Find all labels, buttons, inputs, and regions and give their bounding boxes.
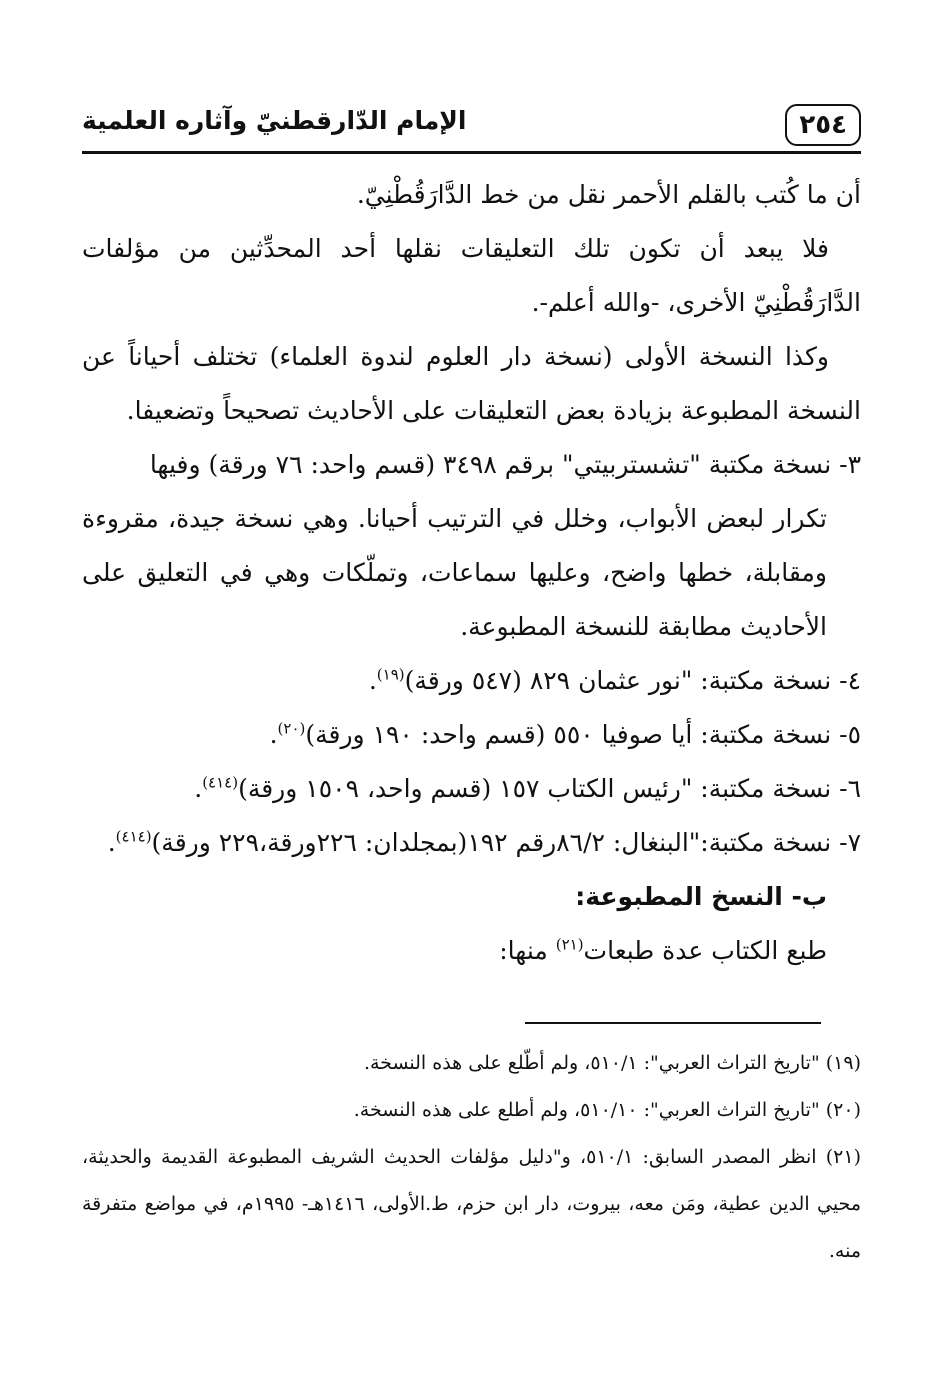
list-item-7-text: ٧- نسخة مكتبة:"البنغال: ٨٦/٢رقم ١٩٢(بمجلدان: ٢٢٦ورقة،٢٢٩ ورقة) bbox=[151, 828, 861, 857]
page-header bbox=[82, 98, 861, 150]
list-item-6: ٦- نسخة مكتبة: "رئيس الكتاب ١٥٧ (قسم واحد، ١٥٠٩ ورقة)$^{(٤١٤)}$. bbox=[194, 773, 861, 803]
intro-text: طبع الكتاب عدة طبعات bbox=[583, 936, 827, 965]
footnote-19: (١٩) "تاريخ التراث العربي": ٥١٠/١، ولم أطّلع على هذه النسخة. bbox=[363, 1052, 861, 1074]
paragraph: أن ما كُتب بالقلم الأحمر نقل من خط الدَّارَقُطْنِيّ. bbox=[356, 180, 861, 209]
running-title: الإمام الدّارقطنيّ وآثاره العلمية bbox=[82, 106, 467, 135]
main-text bbox=[82, 168, 861, 978]
footnote-reference: (٢٠) bbox=[277, 719, 306, 738]
footnote-reference: (١٩) bbox=[376, 665, 405, 684]
paragraph: وكذا النسخة الأولى (نسخة دار العلوم لندوة العلماء) تختلف أحياناً عن النسخة المطبوعة بزيادة بعض التعليقات على الأحاديث تصحيحاً وتضعيفا. bbox=[82, 342, 861, 425]
list-item-5-text: ٥- نسخة مكتبة: أيا صوفيا ٥٥٠ (قسم واحد: ١٩٠ ورقة) bbox=[305, 720, 861, 749]
footnote-rule bbox=[525, 1022, 821, 1024]
page-number: ٢٥٤ bbox=[785, 104, 861, 146]
footnote-reference: (٢١) bbox=[555, 935, 584, 954]
section-subheading: ب- النسخ المطبوعة: bbox=[575, 882, 827, 911]
footnote-20: (٢٠) "تاريخ التراث العربي": ٥١٠/١٠، ولم أطلع على هذه النسخة. bbox=[353, 1099, 861, 1121]
list-item-3: ٣- نسخة مكتبة "تشستربيتي" برقم ٣٤٩٨ (قسم واحد: ٧٦ ورقة) وفيها bbox=[149, 450, 861, 479]
header-rule bbox=[82, 151, 861, 154]
intro-text-end: منها: bbox=[499, 936, 556, 965]
list-item-3-continuation: تكرار لبعض الأبواب، وخلل في الترتيب أحيانا. وهي نسخة جيدة، مقروءة ومقابلة، خطها واضح، وعليها سماعات، وتملّكات وهي في التعليق على الأحاديث مطابقة للنسخة المطبوعة. bbox=[82, 504, 827, 641]
footnotes bbox=[82, 1040, 861, 1275]
list-item-7: ٧- نسخة مكتبة:"البنغال: ٨٦/٢رقم ١٩٢(بمجلدان: ٢٢٦ورقة،٢٢٩ ورقة)$^{(٤١٤)}$. bbox=[107, 827, 861, 857]
list-item-4: ٤- نسخة مكتبة: "نور عثمان ٨٢٩ (٥٤٧ ورقة)$^{(١٩)}$. bbox=[368, 665, 861, 695]
list-item-5: ٥- نسخة مكتبة: أيا صوفيا ٥٥٠ (قسم واحد: ١٩٠ ورقة)$^{(٢٠)}$. bbox=[269, 719, 861, 749]
footnote-reference: (٤١٤) bbox=[202, 773, 239, 792]
list-item-4-text: ٤- نسخة مكتبة: "نور عثمان ٨٢٩ (٥٤٧ ورقة) bbox=[404, 666, 861, 695]
list-item-6-text: ٦- نسخة مكتبة: "رئيس الكتاب ١٥٧ (قسم واحد، ١٥٠٩ ورقة) bbox=[238, 774, 861, 803]
footnote-reference: (٤١٤) bbox=[115, 827, 152, 846]
printed-editions-intro bbox=[82, 924, 861, 978]
footnote-21: (٢١) انظر المصدر السابق: ٥١٠/١، و"دليل مؤلفات الحديث الشريف المطبوعة القديمة والحديثة، محيي الدين عطية، ومَن معه، بيروت، دار ابن حزم، ط.الأولى، ١٤١٦هـ- ١٩٩٥م، في مواضع متفرقة منه. bbox=[82, 1146, 861, 1262]
paragraph: فلا يبعد أن تكون تلك التعليقات نقلها أحد المحدِّثين من مؤلفات الدَّارَقُطْنِيّ الأخرى، -والله أعلم-. bbox=[82, 234, 861, 317]
